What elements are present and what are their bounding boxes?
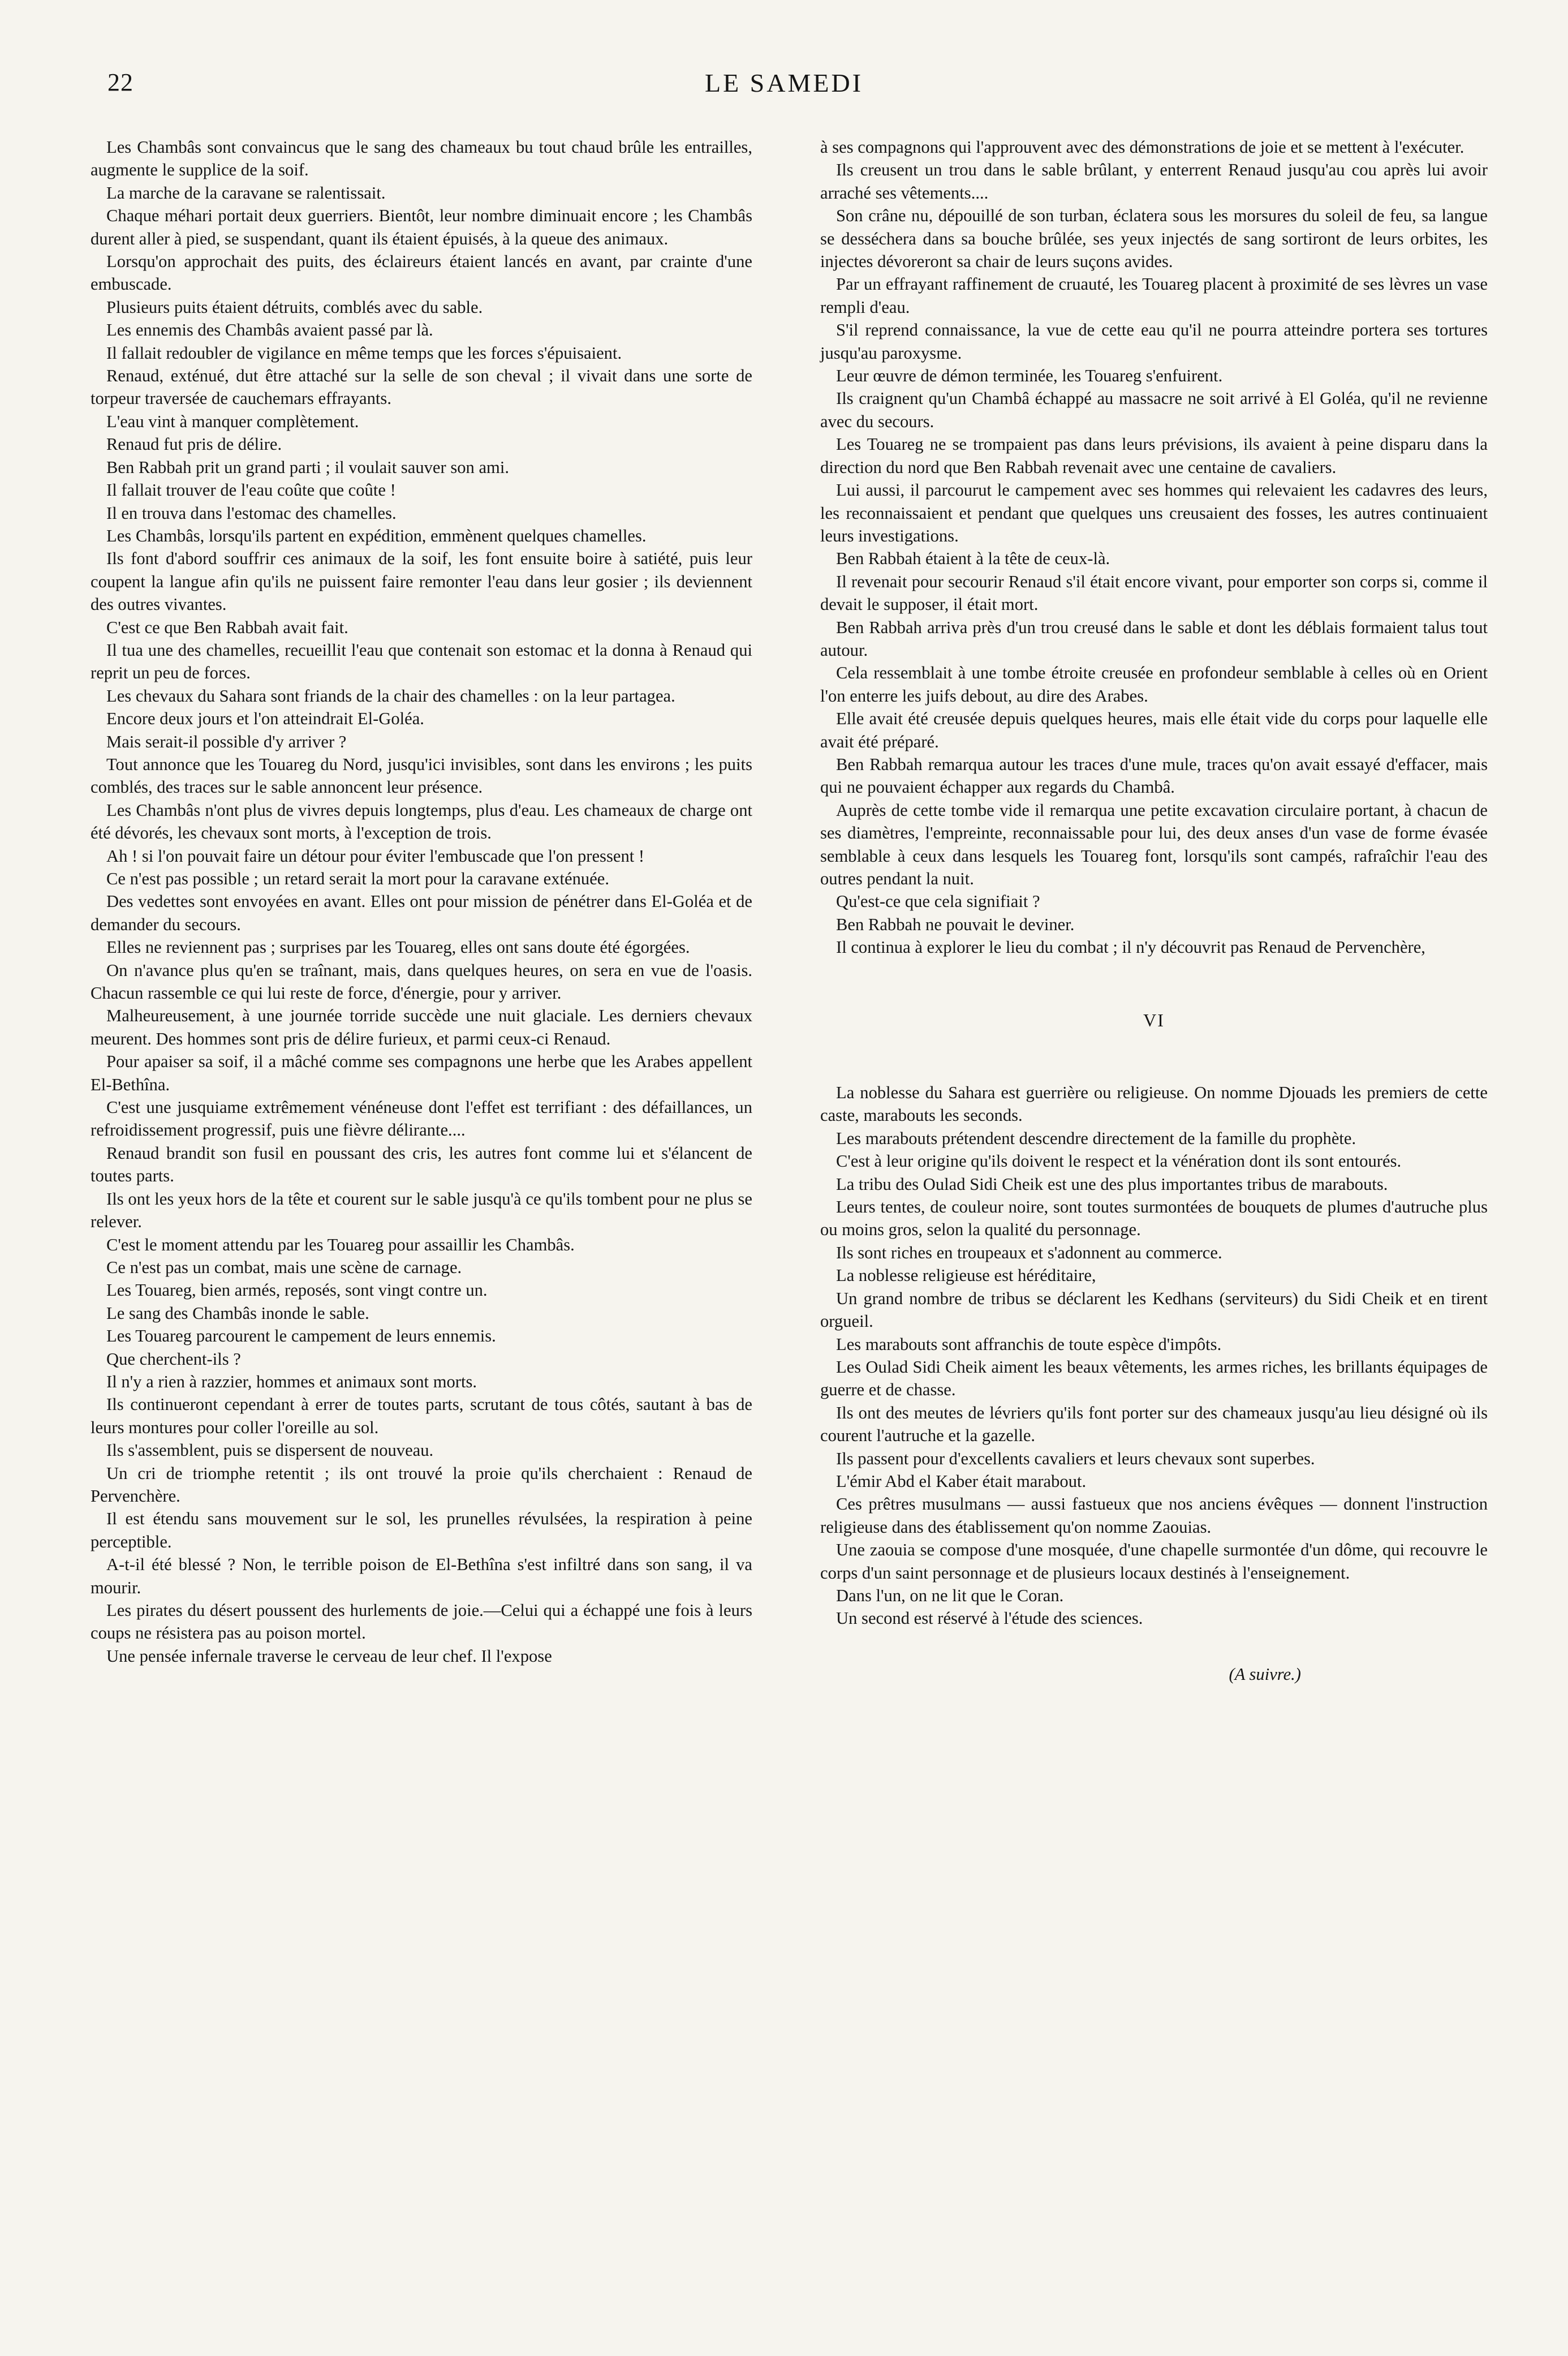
left-column [91,136,752,1667]
right-column [820,136,1488,1686]
paragraph: Il est étendu sans mouvement sur le sol, les prunelles révulsées, la respiration à peine perceptible. [91,1509,752,1551]
paragraph: Encore deux jours et l'on atteindrait El-Goléa. [106,709,424,729]
paragraph: Il fallait trouver de l'eau coûte que coûte ! [106,480,396,500]
paragraph: Ils passent pour d'excellents cavaliers et leurs chevaux sont superbes. [836,1448,1315,1468]
paragraph: A-t-il été blessé ? Non, le terrible poison de El-Bethîna s'est infiltré dans son sang, il va mourir. [91,1555,752,1597]
paragraph: Ben Rabbah remarqua autour les traces d'une mule, traces qu'on avait essayé d'effacer, mais qui ne pouvaient échapper aux regards du Chambâ. [820,754,1488,797]
paragraph: Ah ! si l'on pouvait faire un détour pour éviter l'embuscade que l'on pressent ! [106,846,645,866]
paragraph: Ils s'assemblent, puis se dispersent de nouveau. [106,1441,434,1460]
paragraph: Un grand nombre de tribus se déclarent les Kedhans (serviteurs) du Sidi Cheik et en tirent orgueil. [820,1288,1488,1331]
journal-title: LE SAMEDI [704,68,864,97]
paragraph: Ils continueront cependant à errer de toutes parts, scrutant de tous côtés, sautant à bas de leurs montures pour coller l'oreille au sol. [91,1395,752,1437]
paragraph: Leurs tentes, de couleur noire, sont toutes surmontées de bouquets de plumes d'autruche plus ou moins gros, selon la qualité du personnage. [820,1197,1488,1240]
paragraph: La noblesse religieuse est héréditaire, [836,1266,1096,1286]
paragraph: Les Oulad Sidi Cheik aiment les beaux vêtements, les armes riches, les brillants équipages de guerre et de chasse. [820,1357,1488,1400]
paragraph: Ils font d'abord souffrir ces animaux de la soif, les font ensuite boire à satiété, puis leur coupent la langue afin qu'ils ne puissent faire remonter l'eau dans leur gosier ; ils deviennent des outres vivantes. [91,549,752,614]
paragraph: Les marabouts prétendent descendre directement de la famille du prophète. [836,1128,1356,1148]
paragraph: Il en trouva dans l'estomac des chamelles. [106,503,397,523]
paragraph: La noblesse du Sahara est guerrière ou religieuse. On nomme Djouads les premiers de cette caste, marabouts les seconds. [820,1083,1488,1125]
paragraph: Qu'est-ce que cela signifiait ? [836,892,1040,912]
paragraph: Ben Rabbah prit un grand parti ; il voulait sauver son ami. [106,457,510,477]
section-heading: VI [1143,1009,1165,1030]
paragraph: Ils sont riches en troupeaux et s'adonnent au commerce. [836,1243,1222,1262]
paragraph: Les Touareg, bien armés, reposés, sont vingt contre un. [106,1280,488,1300]
paragraph: à ses compagnons qui l'approuvent avec des démonstrations de joie et se mettent à l'exécuter. [820,137,1464,157]
paragraph: Auprès de cette tombe vide il remarqua une petite excavation circulaire portant, à chacun de ses diamètres, l'empreinte, reconnaissable pour lui, des deux anses d'un vase de forme évasée semblable à ceux dans lesquels les Touareg font, lorsqu'ils sont campés, rafraîchir l'eau des outres pendant la nuit. [820,800,1488,888]
paragraph: Ils creusent un trou dans le sable brûlant, y enterrent Renaud jusqu'au cou après lui avoir arraché ses vêtements.... [820,160,1488,203]
paragraph: Les pirates du désert poussent des hurlements de joie.—Celui qui a échappé une fois à leurs coups ne résistera pas au poison mortel. [91,1601,752,1643]
paragraph: Ce n'est pas un combat, mais une scène de carnage. [106,1257,462,1277]
paragraph: Les Touareg parcourent le campement de leurs ennemis. [106,1326,496,1346]
paragraph: Les Touareg ne se trompaient pas dans leurs prévisions, ils avaient à peine disparu dans la direction du nord que Ben Rabbah revenait avec une centaine de cavaliers. [820,435,1488,477]
paragraph: Que cherchent-ils ? [106,1349,241,1369]
paragraph: Des vedettes sont envoyées en avant. Elles ont pour mission de pénétrer dans El-Goléa et de demander du secours. [91,892,752,934]
paragraph: Les chevaux du Sahara sont friands de la chair des chamelles : on la leur partagea. [106,686,675,706]
paragraph: Ben Rabbah étaient à la tête de ceux-là. [836,549,1110,569]
paragraph: Ils ont les yeux hors de la tête et courent sur le sable jusqu'à ce qu'ils tombent pour ne plus se relever. [91,1189,752,1232]
paragraph: L'émir Abd el Kaber était marabout. [836,1471,1087,1491]
paragraph: Il fallait redoubler de vigilance en même temps que les forces s'épuisaient. [106,343,622,363]
paragraph: La tribu des Oulad Sidi Cheik est une des plus importantes tribus de marabouts. [836,1174,1388,1194]
paragraph: S'il reprend connaissance, la vue de cette eau qu'il ne pourra atteindre portera ses tortures jusqu'au paroxysme. [820,320,1488,363]
paragraph: Par un effrayant raffinement de cruauté, les Touareg placent à proximité de ses lèvres un vase rempli d'eau. [820,274,1488,317]
paragraph: Renaud brandit son fusil en poussant des cris, les autres font comme lui et s'élancent de toutes parts. [91,1143,752,1186]
paragraph: Les marabouts sont affranchis de toute espèce d'impôts. [836,1334,1222,1354]
paragraph: C'est une jusquiame extrêmement vénéneuse dont l'effet est terrifiant : des défaillances, un refroidissement progressif, puis une fièvre délirante.... [91,1098,752,1140]
page-number: 22 [107,68,133,96]
paragraph: Dans l'un, on ne lit que le Coran. [836,1585,1064,1605]
paragraph: C'est à leur origine qu'ils doivent le respect et la vénération dont ils sont entourés. [836,1151,1402,1171]
paragraph: Un second est réservé à l'étude des sciences. [836,1609,1143,1628]
paragraph: Une pensée infernale traverse le cerveau de leur chef. Il l'expose [106,1646,552,1666]
paragraph: Il tua une des chamelles, recueillit l'eau que contenait son estomac et la donna à Renaud qui reprit un peu de forces. [91,640,752,683]
paragraph: Elle avait été creusée depuis quelques heures, mais elle était vide du corps pour laquelle elle avait été préparé. [820,709,1488,751]
paragraph: Les ennemis des Chambâs avaient passé par là. [106,320,433,340]
page-header [107,68,1461,113]
paragraph: Une zaouia se compose d'une mosquée, d'une chapelle surmontée d'un dôme, qui recouvre le corps d'un saint personnage et de plusieurs locaux destinés à l'enseignement. [820,1540,1488,1583]
paragraph: Son crâne nu, dépouillé de son turban, éclatera sous les morsures du soleil de feu, sa langue se desséchera dans sa bouche brûlée, ses yeux injectés de sang sortiront de leurs orbites, les injectes dévoreront sa chair de leurs suçons avides. [820,206,1488,272]
paragraph: Ces prêtres musulmans — aussi fastueux que nos anciens évêques — donnent l'instruction religieuse dans des établissement qu'on nomme Zaouias. [820,1494,1488,1537]
paragraph: Leur œuvre de démon terminée, les Touareg s'enfuirent. [836,366,1223,386]
to-be-continued-note: (A suivre.) [1229,1664,1301,1684]
paragraph: Il continua à explorer le lieu du combat ; il n'y découvrit pas Renaud de Pervenchère, [836,938,1425,957]
paragraph: Renaud fut pris de délire. [106,435,282,454]
paragraph: Ce n'est pas possible ; un retard serait la mort pour la caravane exténuée. [106,869,609,888]
paragraph: Les Chambâs sont convaincus que le sang des chameaux bu tout chaud brûle les entrailles, augmente le supplice de la soif. [91,137,752,180]
paragraph: On n'avance plus qu'en se traînant, mais, dans quelques heures, on sera en vue de l'oasis. Chacun rassemble ce qui lui reste de force, d'énergie, pour y arriver. [91,960,752,1003]
paragraph: Les Chambâs, lorsqu'ils partent en expédition, emmènent quelques chamelles. [106,526,647,545]
paragraph: L'eau vint à manquer complètement. [106,411,359,431]
paragraph: Lorsqu'on approchait des puits, des éclaireurs étaient lancés en avant, par crainte d'une embuscade. [91,252,752,294]
paragraph: Ils ont des meutes de lévriers qu'ils font porter sur des chameaux jusqu'au lieu désigné où ils courent l'autruche et la gazelle. [820,1403,1488,1446]
paragraph: La marche de la caravane se ralentissait. [106,183,386,203]
paragraph: Tout annonce que les Touareg du Nord, jusqu'ici invisibles, sont dans les environs ; les puits comblés, des traces sur le sable annoncent leur présence. [91,754,752,797]
paragraph: Renaud, exténué, dut être attaché sur la selle de son cheval ; il vivait dans une sorte de torpeur traversée de cauchemars effrayants. [91,366,752,409]
paragraph: Chaque méhari portait deux guerriers. Bientôt, leur nombre diminuait encore ; les Chambâs durent aller à pied, se suspendant, quant ils étaient épuisés, à la queue des animaux. [91,206,752,248]
paragraph: Ben Rabbah ne pouvait le deviner. [836,914,1075,934]
paragraph: C'est ce que Ben Rabbah avait fait. [106,617,348,637]
paragraph: Ils craignent qu'un Chambâ échappé au massacre ne soit arrivé à El Goléa, qu'il ne revienne avec du secours. [820,389,1488,431]
paragraph: Plusieurs puits étaient détruits, comblés avec du sable. [106,297,483,317]
paragraph: Lui aussi, il parcourut le campement avec ses hommes qui relevaient les cadavres des leurs, les reconnaissaient et pendant que quelques uns creusaient des fosses, les autres continuaient leurs investigations. [820,480,1488,545]
paragraph: Un cri de triomphe retentit ; ils ont trouvé la proie qu'ils cherchaient : Renaud de Pervenchère. [91,1463,752,1506]
paragraph: Les Chambâs n'ont plus de vivres depuis longtemps, plus d'eau. Les chameaux de charge ont été dévorés, les chevaux sont morts, à l'exception de trois. [91,800,752,843]
paragraph: Il n'y a rien à razzier, hommes et animaux sont morts. [106,1372,477,1391]
paragraph: Ben Rabbah arriva près d'un trou creusé dans le sable et dont les déblais formaient talus tout autour. [820,617,1488,660]
paragraph: Mais serait-il possible d'y arriver ? [106,732,347,751]
paragraph: Pour apaiser sa soif, il a mâché comme ses compagnons une herbe que les Arabes appellent El-Bethîna. [91,1052,752,1094]
paragraph: Malheureusement, à une journée torride succède une nuit glaciale. Les derniers chevaux meurent. Des hommes sont pris de délire furieux, et parmi ceux-ci Renaud. [91,1006,752,1048]
paragraph: Cela ressemblait à une tombe étroite creusée en profondeur semblable à celles où en Orient l'on enterre les juifs debout, au dire des Arabes. [820,663,1488,706]
paragraph: C'est le moment attendu par les Touareg pour assaillir les Chambâs. [106,1235,575,1254]
paragraph: Elles ne reviennent pas ; surprises par les Touareg, elles ont sans doute été égorgées. [106,938,690,957]
paragraph: Il revenait pour secourir Renaud s'il était encore vivant, pour emporter son corps si, comme il devait le supposer, il était mort. [820,571,1488,614]
paragraph: Le sang des Chambâs inonde le sable. [106,1303,369,1323]
